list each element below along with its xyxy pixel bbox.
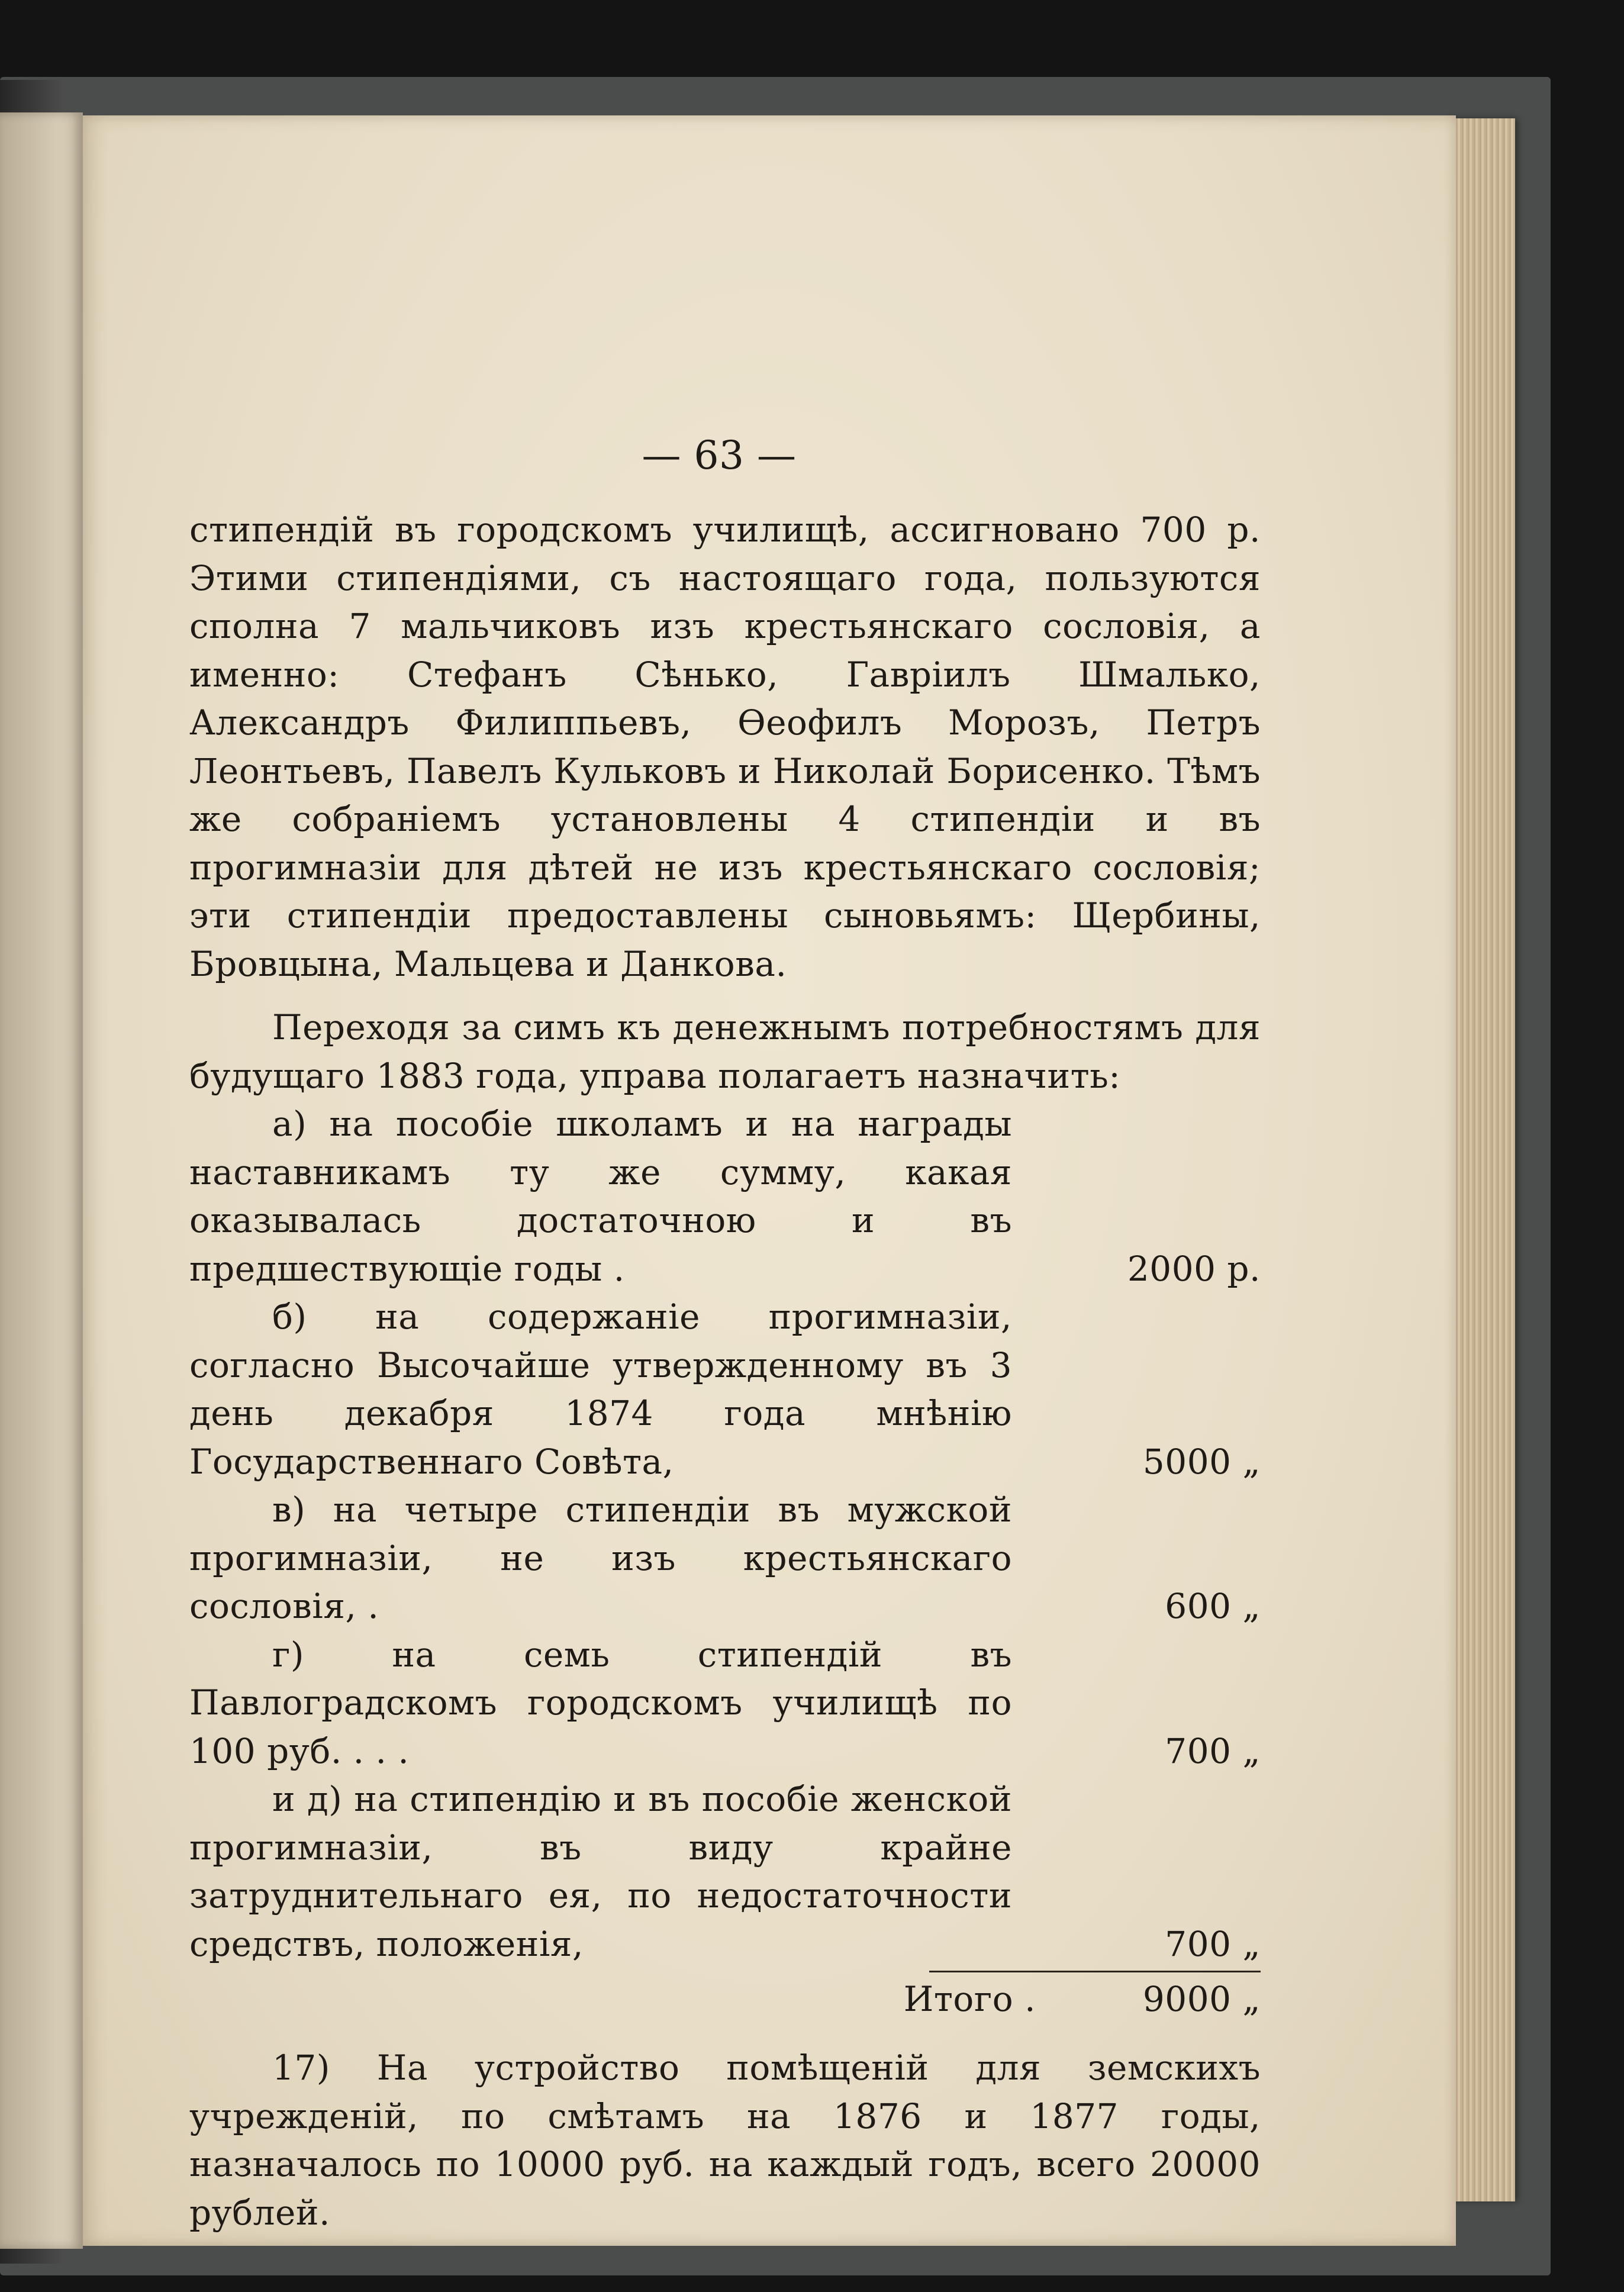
total-rule-row bbox=[189, 1968, 1261, 1975]
paragraph-premises: 17) На устройство помѣщеній для земскихъ учрежденій, по смѣтамъ на 1876 и 1877 годы, назначалось по 10000 руб. на каждый годъ, всего 20000 рублей. bbox=[189, 2048, 1261, 2233]
budget-entry-amount: 5000 „ bbox=[1142, 1441, 1261, 1482]
book-page bbox=[83, 115, 1456, 2246]
budget-entry bbox=[189, 1631, 1261, 1776]
budget-entry-text: в) на четыре стипендіи въ мужской прогимназіи, не изъ крестьянскаго сословія, . bbox=[189, 1490, 1012, 1626]
budget-entry bbox=[189, 1100, 1261, 1293]
paragraph-budget-intro: Переходя за симъ къ денежнымъ потребностямъ для будущаго 1883 года, управа полагаетъ назначить: bbox=[189, 1007, 1261, 1096]
left-page-edge bbox=[0, 112, 83, 2249]
budget-entry-text: и д) на стипендію и въ пособіе женской прогимназіи, въ виду крайне затруднительнаго ея, по недостаточности средствъ, положенія, bbox=[189, 1779, 1012, 1964]
budget-entry-text: а) на пособіе школамъ и на награды наставникамъ ту же сумму, какая оказывалась достаточною и въ предшествующіе годы . bbox=[189, 1104, 1012, 1289]
budget-entry-amount: 2000 р. bbox=[1127, 1248, 1261, 1289]
page-text bbox=[189, 429, 1261, 2237]
budget-entry-amount: 700 „ bbox=[1165, 1730, 1261, 1771]
total-value: 9000 „ bbox=[1142, 1979, 1261, 2019]
budget-entry bbox=[189, 1293, 1261, 1486]
total-row bbox=[189, 1975, 1261, 2026]
paragraph-stipends: стипендій въ городскомъ училищѣ, ассигновано 700 р. Этими стипендіями, съ настоящаго года, пользуются сполна 7 мальчиковъ изъ крестьянскаго сословія, а именно: Стефанъ Сѣнько, Гаврiилъ Шмалько, Александръ Филиппьевъ, Ѳеофилъ Морозъ, Петръ Леонтьевъ, Павелъ Кульковъ и Николай Борисенко. Тѣмъ же собраніемъ установлены 4 стипендіи и въ прогимназіи для дѣтей не изъ крестьянскаго сословія; эти стипендіи предоставлены сыновьямъ: Щербины, Бровцына, Мальцева и Данкова. bbox=[189, 510, 1261, 984]
budget-entry bbox=[189, 1486, 1261, 1631]
budget-entry-amount: 600 „ bbox=[1165, 1586, 1261, 1626]
budget-entry bbox=[189, 1775, 1261, 1968]
total-label: Итого . bbox=[903, 1979, 1036, 2019]
budget-entry-text: г) на семь стипендій въ Павлоградскомъ городскомъ училищѣ по 100 руб. . . . bbox=[189, 1634, 1012, 1771]
page-number: — 63 — bbox=[642, 433, 797, 478]
budget-entry-amount: 700 „ bbox=[1165, 1923, 1261, 1964]
total-divider bbox=[929, 1971, 1261, 1972]
budget-entry-text: б) на содержаніе прогимназіи, согласно Высочайше утвержденному въ 3 день декабря 1874 года мнѣнію Государственнаго Совѣта, bbox=[189, 1297, 1012, 1482]
